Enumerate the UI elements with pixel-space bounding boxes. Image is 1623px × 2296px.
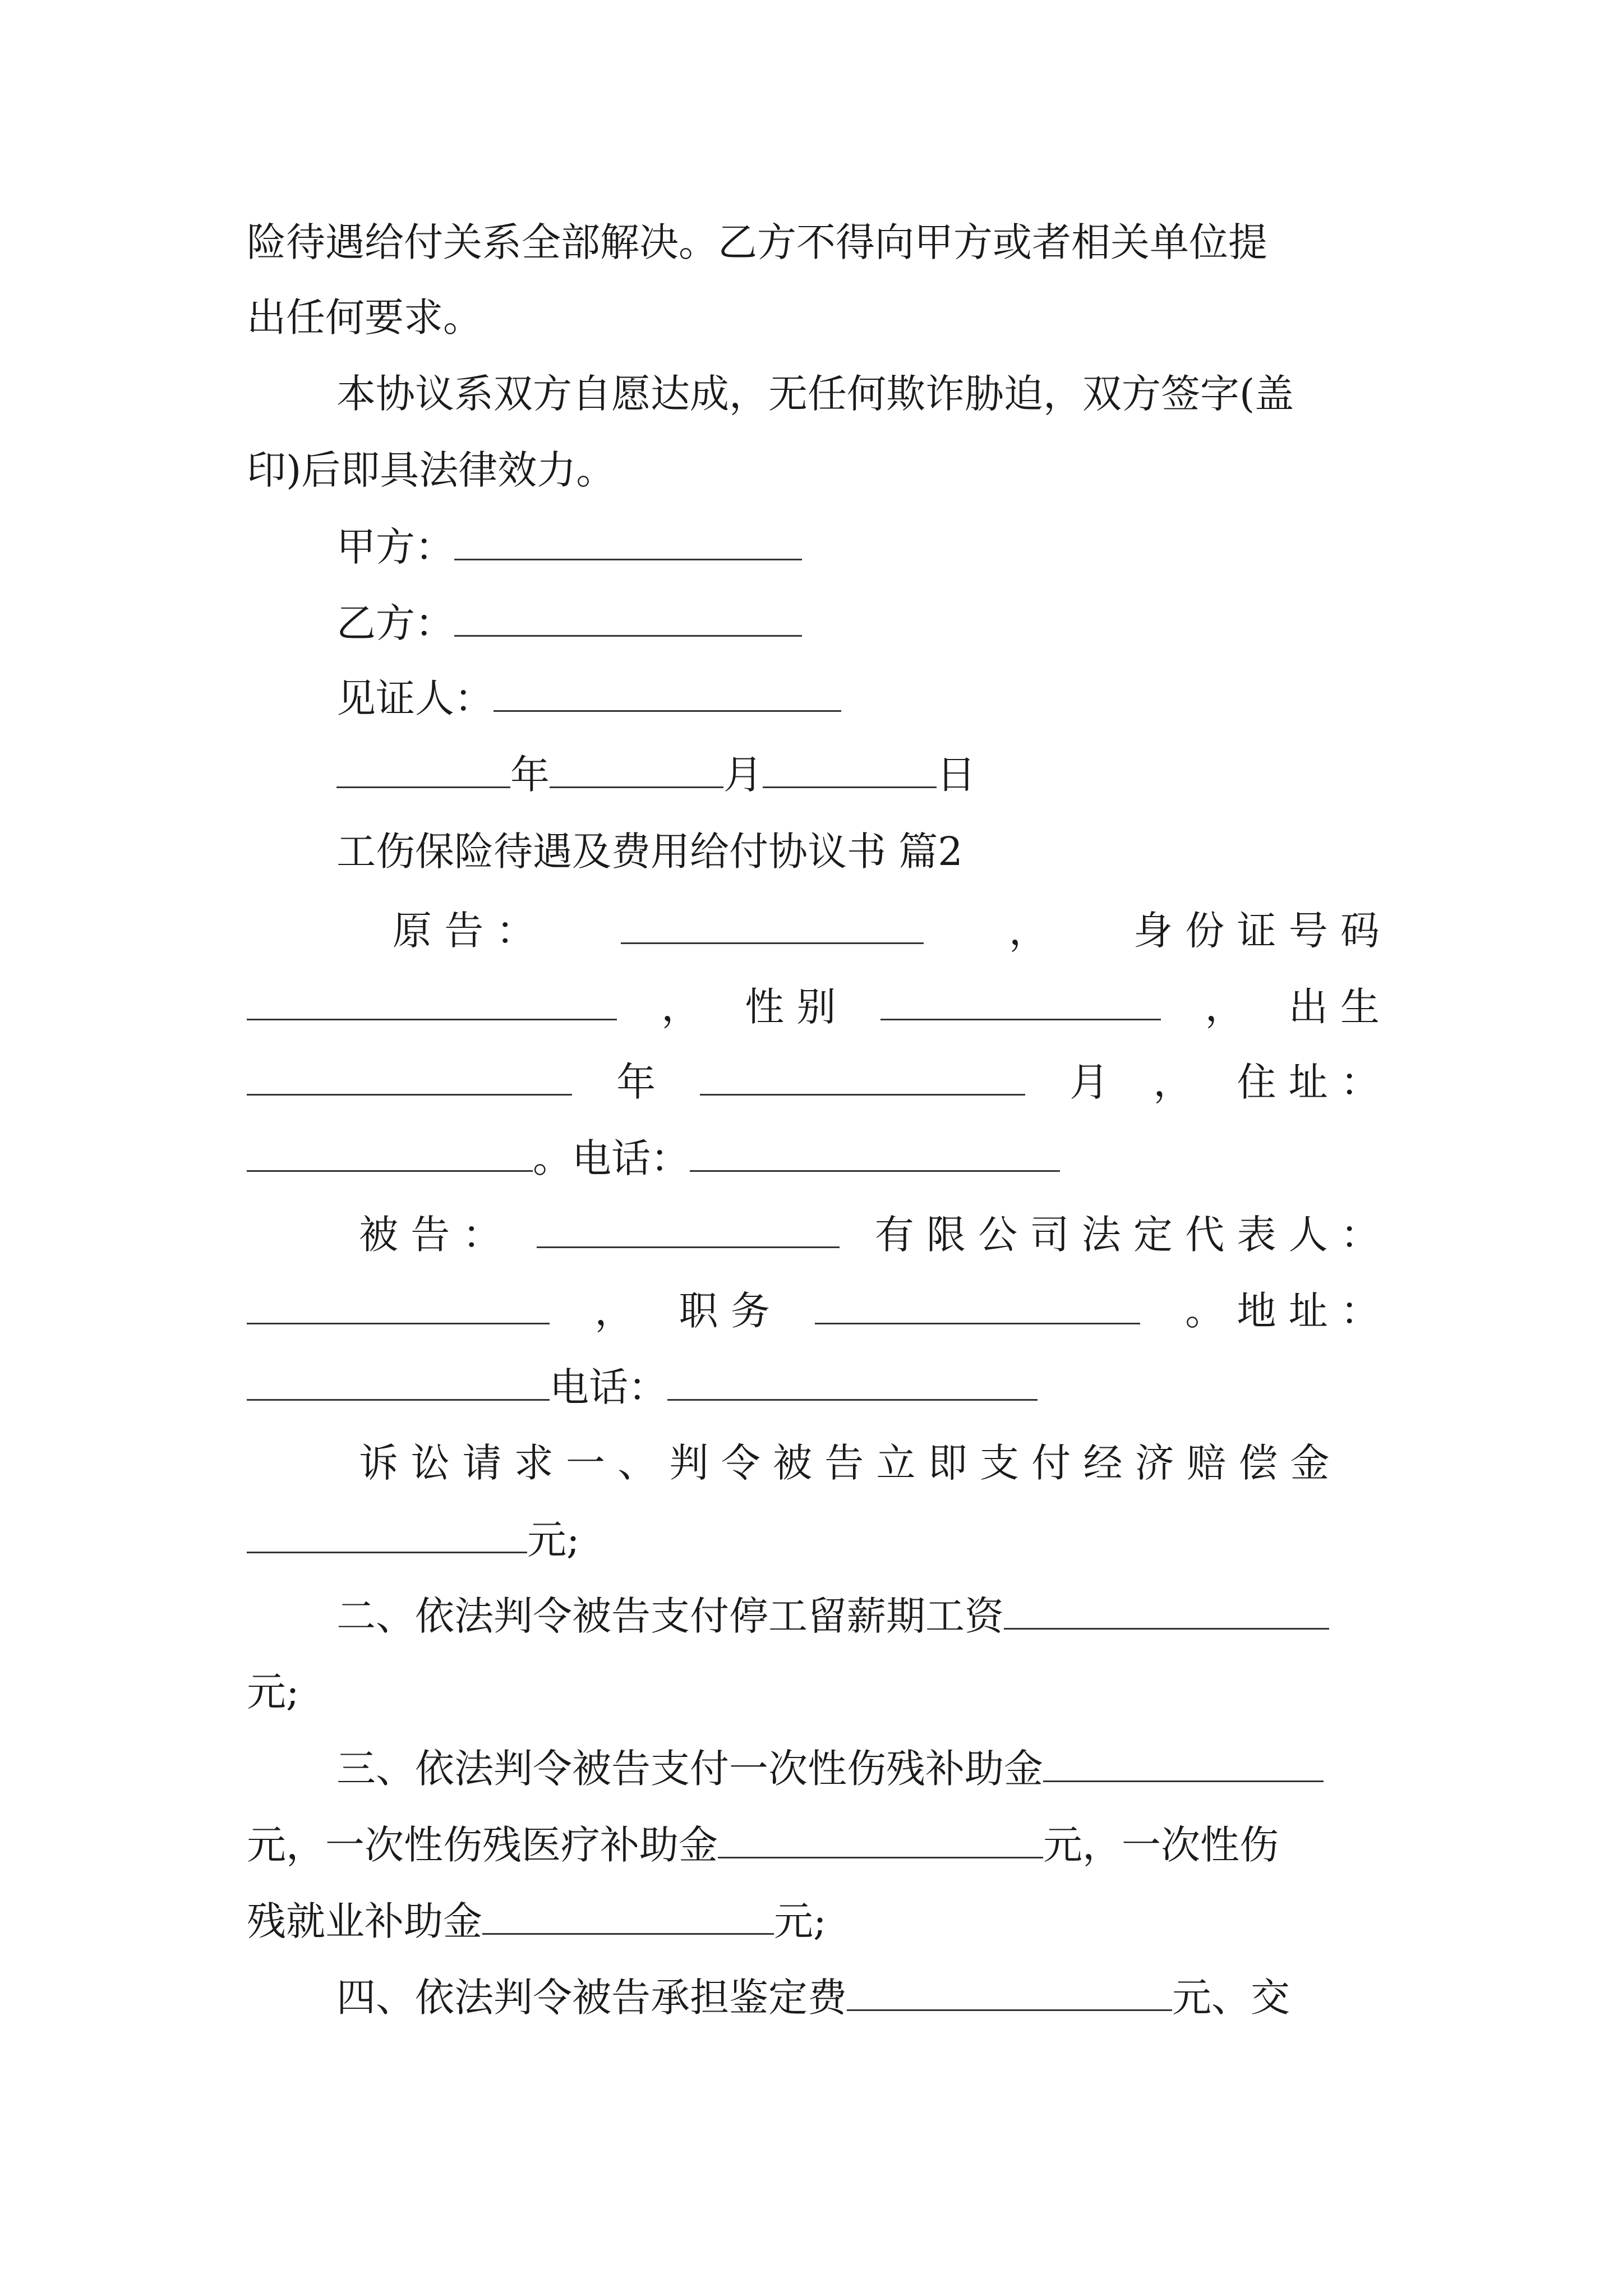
address-blank[interactable]: [247, 1360, 550, 1401]
employment-subsidy-blank[interactable]: [482, 1894, 774, 1935]
claim-2-tail: [247, 1665, 1380, 1719]
position-label: 职 务: [679, 1288, 770, 1334]
witness-label: 见证人：: [336, 675, 494, 721]
heading-text: 工伤保险待遇及费用给付协议书 篇2: [336, 829, 963, 875]
claim-3-line-3: [247, 1894, 1380, 1948]
phone-label: 电话：: [550, 1364, 667, 1410]
day-label: 日: [937, 752, 976, 798]
month-label: 月: [723, 752, 763, 798]
plaintiff-line-1: [393, 903, 1380, 957]
plaintiff-label: 原 告 ：: [393, 908, 536, 954]
comma: ，: [1153, 1059, 1193, 1105]
year-label: 年: [616, 1059, 656, 1105]
party-b-label: 乙方：: [336, 600, 454, 646]
paragraph-text: 本协议系双方自愿达成，无任何欺诈胁迫，双方签字(盖: [336, 371, 1294, 417]
comma: ，: [1008, 908, 1048, 954]
plaintiff-line-4: [247, 1131, 1380, 1185]
section-heading: [336, 825, 1469, 878]
claim-4-text: 四、依法判令被告承担鉴定费: [336, 1975, 847, 2021]
phone-blank[interactable]: [667, 1360, 1038, 1401]
claim-1-amount-line: [247, 1512, 1380, 1566]
witness-blank[interactable]: [494, 671, 841, 712]
company-blank[interactable]: [537, 1207, 840, 1248]
plaintiff-line-3: [247, 1055, 1380, 1108]
party-b-line: [336, 596, 1469, 650]
claim-3-line: [336, 1741, 1380, 1795]
phone-label: 。电话：: [533, 1135, 690, 1181]
claim-3-text: 三、依法判令被告支付一次性伤残补助金: [336, 1746, 1043, 1792]
yuan-label: 元;: [527, 1517, 580, 1563]
paragraph-text: 印)后即具法律效力。: [247, 447, 616, 493]
birth-year-blank[interactable]: [247, 1055, 572, 1096]
legal-rep-blank[interactable]: [247, 1283, 550, 1324]
day-blank[interactable]: [763, 747, 937, 788]
address-label: 。 地 址 ：: [1185, 1288, 1380, 1334]
party-a-blank[interactable]: [454, 519, 802, 560]
birth-label: 出 生: [1288, 984, 1380, 1030]
year-blank[interactable]: [336, 747, 510, 788]
comma: ，: [661, 984, 701, 1030]
plaintiff-name-blank[interactable]: [621, 903, 924, 944]
appraisal-fee-blank[interactable]: [847, 1970, 1172, 2011]
year-label: 年: [510, 752, 550, 798]
party-a-label: 甲方：: [336, 524, 454, 570]
comma: ，: [594, 1288, 634, 1334]
claim-3-text-3: 元，一次性伤: [1043, 1822, 1279, 1868]
comma: ，: [1205, 984, 1244, 1030]
month-blank[interactable]: [550, 747, 723, 788]
claim-4-tail: 元、交: [1172, 1975, 1290, 2021]
gender-label: 性 别: [745, 984, 836, 1030]
plaintiff-line-2: [247, 979, 1380, 1033]
yuan-label: 元;: [774, 1898, 827, 1944]
gender-blank[interactable]: [880, 979, 1161, 1020]
id-number-blank[interactable]: [247, 979, 617, 1020]
text-line: [247, 443, 1380, 497]
address-blank[interactable]: [247, 1131, 533, 1172]
defendant-line-1: [359, 1207, 1380, 1261]
claim-2-line: [336, 1589, 1380, 1642]
claim-3-text-2: 元，一次性伤残医疗补助金: [247, 1822, 718, 1868]
legal-rep-label: 有 限 公 司 法 定 代 表 人 ：: [874, 1212, 1380, 1258]
id-number-label: 身 份 证 号 码: [1133, 908, 1380, 954]
claim-3-line-2: [247, 1818, 1380, 1871]
birth-month-blank[interactable]: [700, 1055, 1025, 1096]
defendant-line-3: [247, 1360, 1380, 1414]
date-line: [336, 747, 1469, 801]
month-label: 月: [1069, 1059, 1109, 1105]
party-b-blank[interactable]: [454, 596, 802, 637]
disability-subsidy-blank[interactable]: [1043, 1741, 1324, 1782]
paragraph-text: 险待遇给付关系全部解决。乙方不得向甲方或者相关单位提: [247, 219, 1267, 265]
claim-3-text-4: 残就业补助金: [247, 1898, 482, 1944]
text-line: [336, 367, 1380, 421]
claim-1-text: 诉 讼 请 求 一 、 判 令 被 告 立 即 支 付 经 济 赔 偿 金: [359, 1440, 1330, 1486]
party-a-line: [336, 519, 1469, 573]
compensation-blank[interactable]: [247, 1512, 527, 1553]
claim-4-line: [336, 1970, 1380, 2024]
yuan-label: 元;: [247, 1669, 299, 1715]
medical-subsidy-blank[interactable]: [718, 1818, 1043, 1858]
claim-2-text: 二、依法判令被告支付停工留薪期工资: [336, 1593, 1004, 1639]
address-label: 住 址 ：: [1237, 1059, 1380, 1105]
witness-line: [336, 671, 1469, 725]
wage-blank[interactable]: [1004, 1589, 1329, 1630]
phone-blank[interactable]: [690, 1131, 1060, 1172]
text-line: [247, 215, 1380, 269]
defendant-label: 被 告 ：: [359, 1212, 502, 1258]
defendant-line-2: [247, 1283, 1380, 1337]
position-blank[interactable]: [815, 1283, 1140, 1324]
claim-1-line: [359, 1436, 1380, 1490]
text-line: [247, 291, 1380, 344]
paragraph-text: 出任何要求。: [247, 295, 482, 341]
